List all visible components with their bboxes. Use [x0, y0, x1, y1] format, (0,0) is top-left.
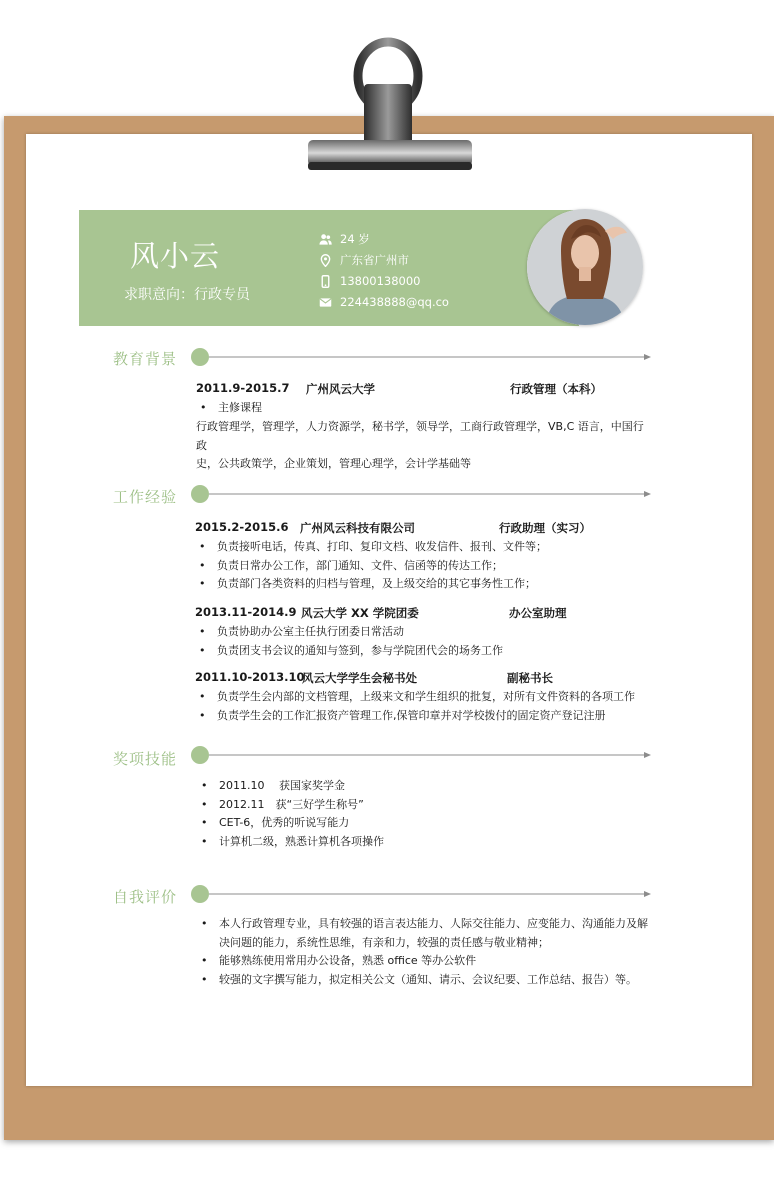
phone-text: 13800138000	[340, 274, 421, 288]
age-text: 24 岁	[340, 232, 370, 246]
self-line: • 本人行政管理专业，具有较强的语言表达能力、人际交往能力、应变能力、沟通能力及解	[219, 917, 648, 930]
education-courses	[196, 418, 652, 474]
education-bullets	[196, 399, 262, 418]
phone-row	[319, 271, 420, 291]
email-text: 224438888@qq.co	[340, 295, 449, 309]
job-3-period: 2011.10-2013.10	[195, 670, 305, 684]
age-row	[319, 229, 370, 249]
work-divider	[190, 485, 652, 503]
list-item: • 负责接听电话，传真、打印、复印文档、收发信件、报刊、文件等；	[195, 538, 547, 557]
awards-items	[197, 777, 384, 851]
profile-photo	[527, 209, 643, 325]
user-icon	[319, 233, 332, 246]
job-1-period: 2015.2-2015.6	[195, 520, 289, 534]
job-2-period: 2013.11-2014.9	[195, 605, 297, 619]
list-item: • 2011.10 获国家奖学金	[197, 777, 384, 796]
job-2-role: 办公室助理	[509, 606, 567, 620]
courses-line: 行政管理学，管理学，人力资源学，秘书学，领导学，工商行政管理学，VB,C 语言，中国行政	[196, 420, 644, 452]
job-1-org: 广州风云科技有限公司	[300, 521, 415, 535]
location-row	[319, 250, 409, 270]
job-1-items	[195, 538, 547, 594]
job-1-head	[195, 520, 655, 536]
self-divider	[190, 885, 652, 903]
job-2-org: 风云大学 XX 学院团委	[301, 606, 419, 620]
job-3-org: 风云大学学生会秘书处	[302, 671, 417, 685]
phone-icon	[319, 275, 332, 288]
list-item: • 负责学生会的工作汇报资产管理工作,保管印章并对学校拨付的固定资产登记注册	[195, 707, 635, 726]
self-title: 自我评价	[113, 888, 178, 906]
list-item: • 负责协助办公室主任执行团委日常活动	[195, 623, 503, 642]
list-item: • 2012.11 获“三好学生称号”	[197, 796, 384, 815]
email-icon	[319, 296, 332, 309]
location-pin-icon	[319, 254, 332, 267]
job-3-head	[195, 670, 655, 686]
education-school: 广州风云大学	[306, 382, 375, 396]
education-divider	[190, 348, 652, 366]
education-title: 教育背景	[113, 350, 178, 368]
job-3-items	[195, 688, 635, 725]
list-item	[197, 915, 653, 952]
job-3-role: 副秘书长	[507, 671, 553, 685]
self-line: 决问题的能力，系统性思维，有亲和力，较强的责任感与敬业精神；	[219, 935, 549, 949]
list-item: • 较强的文字撰写能力，拟定相关公文（通知、请示、会议纪要、工作总结、报告）等。	[197, 971, 653, 990]
work-title: 工作经验	[113, 488, 178, 506]
education-major: 行政管理（本科）	[510, 382, 602, 396]
awards-divider	[190, 746, 652, 764]
list-item: • 负责团支书会议的通知与签到，参与学院团代会的场务工作	[195, 642, 503, 661]
email-row	[319, 292, 449, 312]
self-items	[197, 915, 653, 989]
binder-clip-icon	[300, 26, 476, 176]
list-item: • CET-6，优秀的听说写能力	[197, 814, 384, 833]
education-period: 2011.9-2015.7	[196, 381, 290, 395]
list-item: • 负责学生会内部的文档管理，上级来文和学生组织的批复，对所有文件资料的各项工作	[195, 688, 635, 707]
list-item: • 能够熟练使用常用办公设备，熟悉 office 等办公软件	[197, 952, 653, 971]
list-item: • 主修课程	[196, 399, 262, 418]
courses-line: 史，公共政策学，企业策划，管理心理学，会计学基础等	[196, 457, 471, 470]
education-head	[196, 381, 656, 397]
job-intent: 求职意向：行政专员	[124, 287, 250, 303]
location-text: 广东省广州市	[340, 253, 409, 267]
list-item: • 负责部门各类资料的归档与管理，及上级交给的其它事务性工作；	[195, 575, 547, 594]
list-item: • 负责日常办公工作，部门通知、文件、信函等的传达工作；	[195, 557, 547, 576]
job-2-items	[195, 623, 503, 660]
list-item: • 计算机二级，熟悉计算机各项操作	[197, 833, 384, 852]
job-2-head	[195, 605, 655, 621]
candidate-name: 风小云	[129, 239, 220, 273]
job-1-role: 行政助理（实习）	[499, 521, 591, 535]
awards-title: 奖项技能	[113, 750, 178, 768]
